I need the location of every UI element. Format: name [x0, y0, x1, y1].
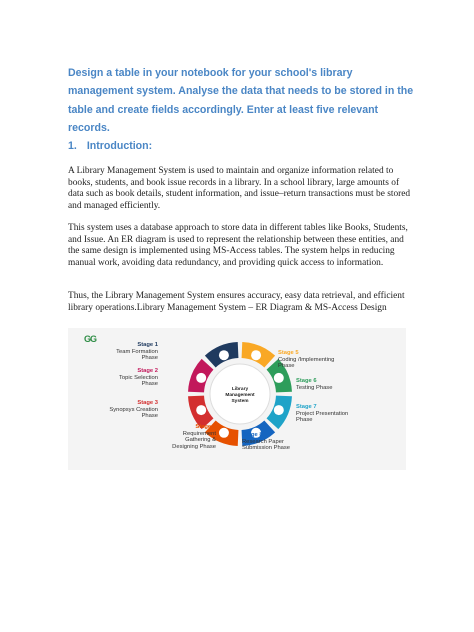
paragraph-conclusion: Thus, the Library Management System ensures accuracy, easy data retrieval, and efficient library operations.Library Management System – ER Diagram & MS-Access Design — [68, 291, 405, 313]
hub-title-line: System — [231, 399, 249, 404]
stage-description: Phase — [141, 381, 158, 388]
stage-number: Stage 5 — [278, 350, 299, 356]
stage-description: Phase — [141, 413, 158, 420]
stage-description: Coding /Implementing — [278, 356, 335, 363]
stage-description: Team Formation — [116, 348, 158, 355]
stage-label — [156, 424, 216, 450]
stage-number: Stage 7 — [296, 404, 317, 410]
topic-icon — [196, 373, 206, 383]
stage-label — [242, 432, 290, 452]
logo: GG — [84, 334, 97, 344]
stage-number: Stage 4 — [195, 424, 216, 430]
stage-description: Project Presentation — [296, 410, 349, 417]
stage-description: Designing Phase — [172, 443, 216, 450]
stage-number: Stage 1 — [137, 342, 158, 348]
stage-description: Phase — [141, 355, 158, 362]
stage-label — [98, 342, 158, 362]
hub-title-line: Library — [231, 387, 249, 392]
stage-label — [278, 350, 334, 370]
stage-description: Phase — [296, 417, 313, 424]
stage-label — [296, 404, 348, 424]
paragraph-intro: A Library Management System is used to maintain and organize information related to books, students, and book issue records in a library. In a school library, large amounts of data such as book details, student information, and issue–return transactions must be stored and managed efficiently. — [68, 166, 411, 211]
section-title-text: Introduction: — [86, 140, 153, 152]
paragraph-database: This system uses a database approach to store data in different tables like Books, Students, and Issue. An ER diagram is used to represent the relationship between these entities, and the same design is implemented using MS-Access tables. The system helps in reducing manual work, avoiding data redundancy, and providing quick access to information. — [68, 223, 408, 268]
stage-label — [98, 400, 158, 420]
stage-description: Requirement — [182, 430, 216, 437]
stage-description: Submission Phase — [242, 445, 291, 452]
stage-label — [98, 368, 158, 388]
stage-number: Stage 6 — [296, 378, 317, 384]
stage-description: Synopsys Creation — [109, 406, 158, 413]
team-icon — [219, 350, 229, 360]
stage-description: Testing Phase — [296, 384, 333, 391]
question-heading: Design a table in your notebook for your school's library management system. Analyse the data that needs to be stored in the table and create fields accordingly. Enter at least five relevant records. — [68, 67, 414, 135]
section-heading — [68, 140, 152, 152]
stage-number: Stage 8 — [242, 432, 263, 438]
document-icon — [196, 405, 206, 415]
stage-description: Phase — [278, 363, 295, 370]
stage-description: Topic Selection — [119, 374, 158, 381]
stages-figure — [68, 328, 406, 470]
stage-number: Stage 3 — [137, 400, 158, 406]
stage-description: Research Paper — [242, 438, 284, 445]
stage-label — [296, 378, 332, 391]
testing-icon — [274, 373, 284, 383]
requirement-icon — [219, 428, 229, 438]
code-icon — [251, 350, 261, 360]
section-number: 1. — [68, 140, 77, 152]
presentation-icon — [274, 405, 284, 415]
stage-description: Gathering & — [185, 437, 216, 444]
stage-number: Stage 2 — [137, 368, 158, 374]
hub-title-line: Management — [225, 393, 255, 398]
